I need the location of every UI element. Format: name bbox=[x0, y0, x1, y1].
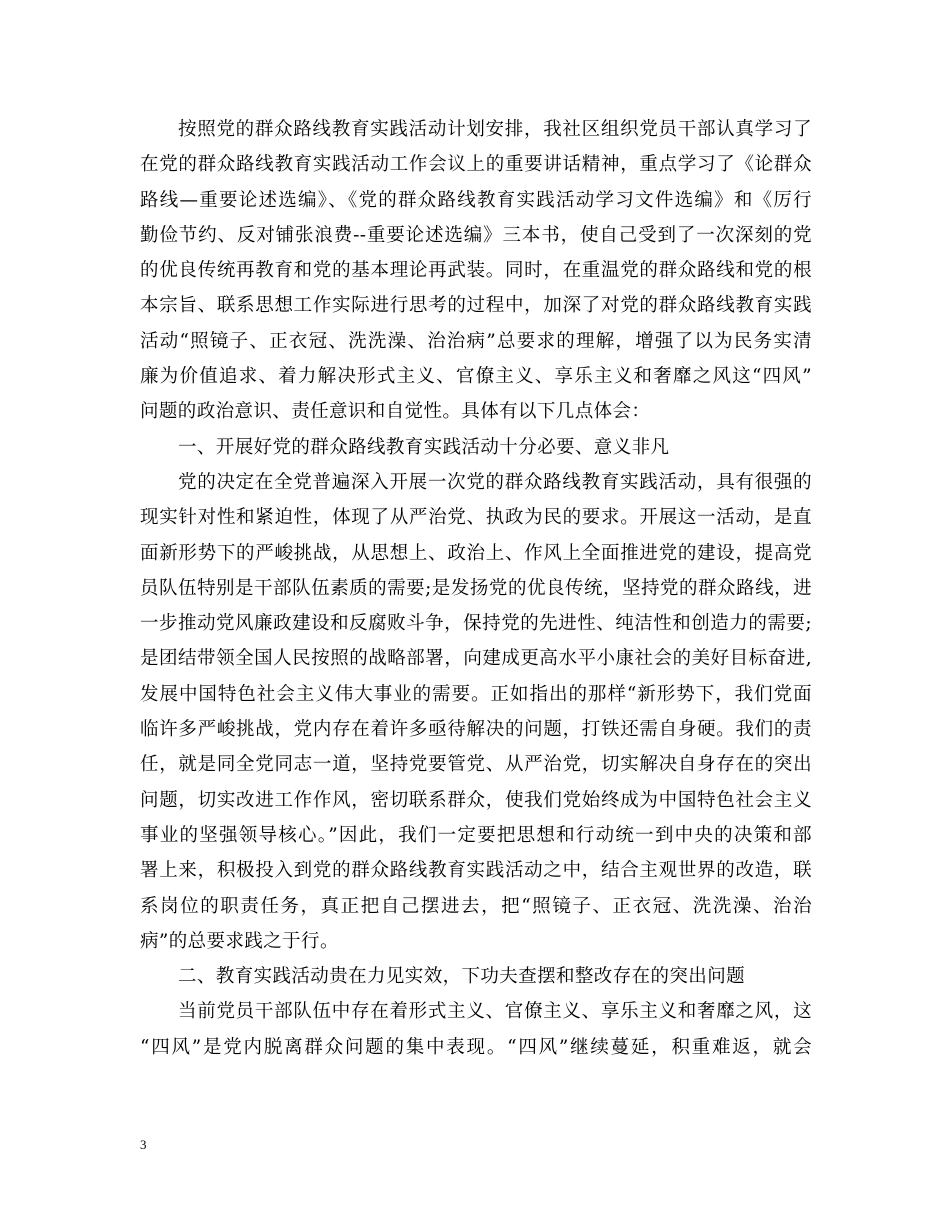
text-line: 路线—重要论述选编》、《党的群众路线教育实践活动学习文件选编》和《厉行 bbox=[140, 189, 812, 211]
text-line: 员队伍特别是干部队伍素质的需要;是发扬党的优良传统，坚持党的群众路线，进 bbox=[140, 577, 812, 599]
body-text bbox=[140, 112, 812, 1065]
text-line: 一步推动党风廉政建设和反腐败斗争，保持党的先进性、纯洁性和创造力的需要; bbox=[140, 613, 812, 635]
text-line: 当前党员干部队伍中存在着形式主义、官僚主义、享乐主义和奢靡之风，这 bbox=[178, 1001, 812, 1023]
text-line: 按照党的群众路线教育实践活动计划安排，我社区组织党员干部认真学习了 bbox=[178, 119, 812, 140]
text-line: 临许多严峻挑战，党内存在着许多亟待解决的问题，打铁还需自身硬。我们的责 bbox=[140, 719, 812, 741]
text-line: 勤俭节约、反对铺张浪费--重要论述选编》三本书，使自己受到了一次深刻的党 bbox=[140, 224, 812, 246]
text-line: 病”的总要求践之于行。 bbox=[140, 930, 339, 952]
page-number: 3 bbox=[140, 1137, 147, 1152]
text-line: 面新形势下的严峻挑战，从思想上、政治上、作风上全面推进党的建设，提高党 bbox=[140, 542, 812, 564]
text-line: 二、教育实践活动贵在力见实效，下功夫查摆和整改存在的突出问题 bbox=[178, 966, 746, 988]
text-line: “四风”是党内脱离群众问题的集中表现。“四风”继续蔓延，积重难返，就会 bbox=[140, 1036, 812, 1058]
text-line: 一、开展好党的群众路线教育实践活动十分必要、意义非凡 bbox=[178, 436, 670, 458]
text-line: 发展中国特色社会主义伟大事业的需要。正如指出的那样“新形势下，我们党面 bbox=[140, 683, 812, 705]
text-line: 的优良传统再教育和党的基本理论再武装。同时，在重温党的群众路线和党的根 bbox=[140, 260, 812, 282]
text-line: 问题的政治意识、责任意识和自觉性。具体有以下几点体会： bbox=[140, 401, 651, 423]
text-line: 廉为价值追求、着力解决形式主义、官僚主义、享乐主义和奢靡之风这“四风” bbox=[140, 366, 812, 388]
text-line: 任，就是同全党同志一道，坚持党要管党、从严治党，切实解决自身存在的突出 bbox=[140, 754, 812, 776]
text-line: 问题，切实改进工作作风，密切联系群众，使我们党始终成为中国特色社会主义 bbox=[140, 789, 812, 811]
text-line: 系岗位的职责任务，真正把自己摆进去，把“照镜子、正衣冠、洗洗澡、治治 bbox=[140, 895, 812, 917]
text-line: 活动“照镜子、正衣冠、洗洗澡、治治病”总要求的理解，增强了以为民务实清 bbox=[140, 330, 812, 352]
text-line: 在党的群众路线教育实践活动工作会议上的重要讲话精神，重点学习了《论群众 bbox=[140, 154, 812, 176]
text-line: 本宗旨、联系思想工作实际进行思考的过程中，加深了对党的群众路线教育实践 bbox=[140, 295, 812, 317]
text-line: 事业的坚强领导核心。”因此，我们一定要把思想和行动统一到中央的决策和部 bbox=[140, 824, 812, 846]
text-line: 署上来，积极投入到党的群众路线教育实践活动之中，结合主观世界的改造，联 bbox=[140, 860, 812, 882]
text-line: 是团结带领全国人民按照的战略部署，向建成更高水平小康社会的美好目标奋进, bbox=[140, 648, 812, 670]
text-line: 党的决定在全党普遍深入开展一次党的群众路线教育实践活动，具有很强的 bbox=[178, 471, 812, 493]
text-line: 现实针对性和紧迫性，体现了从严治党、执政为民的要求。开展这一活动，是直 bbox=[140, 507, 812, 529]
